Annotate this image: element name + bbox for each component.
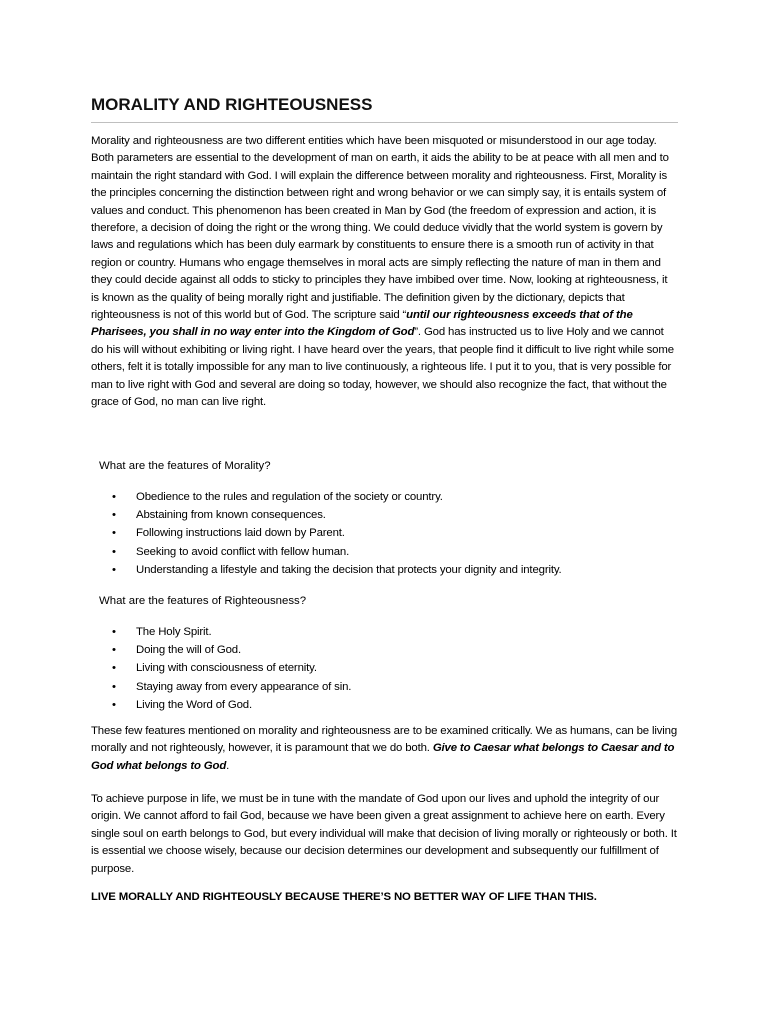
bullet-icon: • <box>112 626 116 638</box>
list-item <box>112 678 351 696</box>
intro-text-part1: Morality and righteousness are two different entities which have been misquoted or misunderstood in our age today. Both parameters are essential to the development of man on earth, it aids the ability to be at peace with all men and to maintain the right standard with God. I will explain the difference between morality and righteousness. First, Morality is the principles concerning the distinction between right and wrong behavior or we can simply say, it is entails system of values and conduct. This phenomenon has been created in Man by God (the freedom of expression and action, it is therefore, a decision of doing the right or the wrong thing. We could deduce vividly that the world system is govern by laws and regulations which has been duly earmark by constituents to ensure there is a smooth run of activity in that region or country. Humans who engage themselves in moral acts are simply reflecting the nature of man in them and they could decide against all odds to sticky to principles they have imbibed over time. Now, looking at righteousness, it is known as the quality of being morally right and justifiable. The definition given by the dictionary, depicts that righteousness is not of this world but of God. The scripture said “ <box>91 135 669 322</box>
summary-paragraph <box>91 723 678 775</box>
bullet-icon: • <box>112 698 116 711</box>
list-item-text: Following instructions laid down by Parent. <box>136 527 345 540</box>
list-item-text: Staying away from every appearance of sin. <box>136 680 352 693</box>
list-item <box>112 561 562 579</box>
list-item-text: Living the Word of God. <box>136 698 253 711</box>
bullet-icon: • <box>112 527 116 540</box>
list-item-text: The Holy Spirit. <box>136 626 212 638</box>
summary-text: These few features mentioned on morality and righteousness are to be examined critically. We as humans, can be living morally and not righteously, however, it is paramount that we do both. <box>91 725 678 755</box>
title-divider <box>91 122 678 123</box>
list-item-text: Living with consciousness of eternity. <box>136 662 317 675</box>
list-item-text: Obedience to the rules and regulation of the society or country. <box>136 491 443 503</box>
bullet-icon: • <box>112 662 116 675</box>
list-item <box>112 623 351 641</box>
scripture-quote: until our righteousness exceeds that of the Pharisees, you shall in no way enter into the Kingdom of God <box>91 309 633 339</box>
bullet-icon: • <box>112 563 116 576</box>
list-item-text: Understanding a lifestyle and taking the decision that protects your dignity and integrity. <box>136 563 562 576</box>
intro-text-part2: ”. God has instructed us to live Holy and we cannot do his will without exhibiting or living right. I have heard over the years, that people find it difficult to live right while some others, felt it is totally impossible for any man to live continuously, a righteous life. I put it to you, that is very possible for man to live right with God and several are doing so today, however, we should also recognize the fact, that without the grace of God, no man can live right. <box>91 326 674 409</box>
closing-statement: LIVE MORALLY AND RIGHTEOUSLY BECAUSE THERE’S NO BETTER WAY OF LIFE THAN THIS. <box>91 891 597 903</box>
bullet-icon: • <box>112 509 116 522</box>
list-item <box>112 641 351 659</box>
intro-paragraph <box>91 133 678 412</box>
list-item-text: Doing the will of God. <box>136 644 241 657</box>
list-item <box>112 524 562 542</box>
purpose-paragraph: To achieve purpose in life, we must be in tune with the mandate of God upon our lives and uphold the integrity of our origin. We cannot afford to fail God, because we have been given a great assignment to achieve here on earth. Every single soul on earth belongs to God, but every individual will make that decision of living morally or righteously or both. It is essential we choose wisely, because our decision determines our development and subsequently our fulfillment of purpose. <box>91 793 677 875</box>
list-item-text: Abstaining from known consequences. <box>136 509 326 522</box>
list-item <box>112 506 562 524</box>
morality-features-heading: What are the features of Morality? <box>99 460 271 472</box>
list-item-text: Seeking to avoid conflict with fellow human. <box>136 545 350 558</box>
righteousness-features-list <box>112 623 351 714</box>
page-title: MORALITY AND RIGHTEOUSNESS <box>91 95 373 114</box>
bullet-icon: • <box>112 545 116 558</box>
list-item <box>112 696 351 714</box>
list-item <box>112 659 351 677</box>
morality-features-list <box>112 488 562 579</box>
caesar-quote: Give to Caesar what belongs to Caesar and to God what belongs to God <box>91 742 675 772</box>
bullet-icon: • <box>112 491 116 503</box>
list-item <box>112 543 562 561</box>
bullet-icon: • <box>112 644 116 657</box>
bullet-icon: • <box>112 680 116 693</box>
list-item <box>112 488 562 506</box>
righteousness-features-heading: What are the features of Righteousness? <box>99 595 307 607</box>
summary-end: . <box>226 759 230 772</box>
